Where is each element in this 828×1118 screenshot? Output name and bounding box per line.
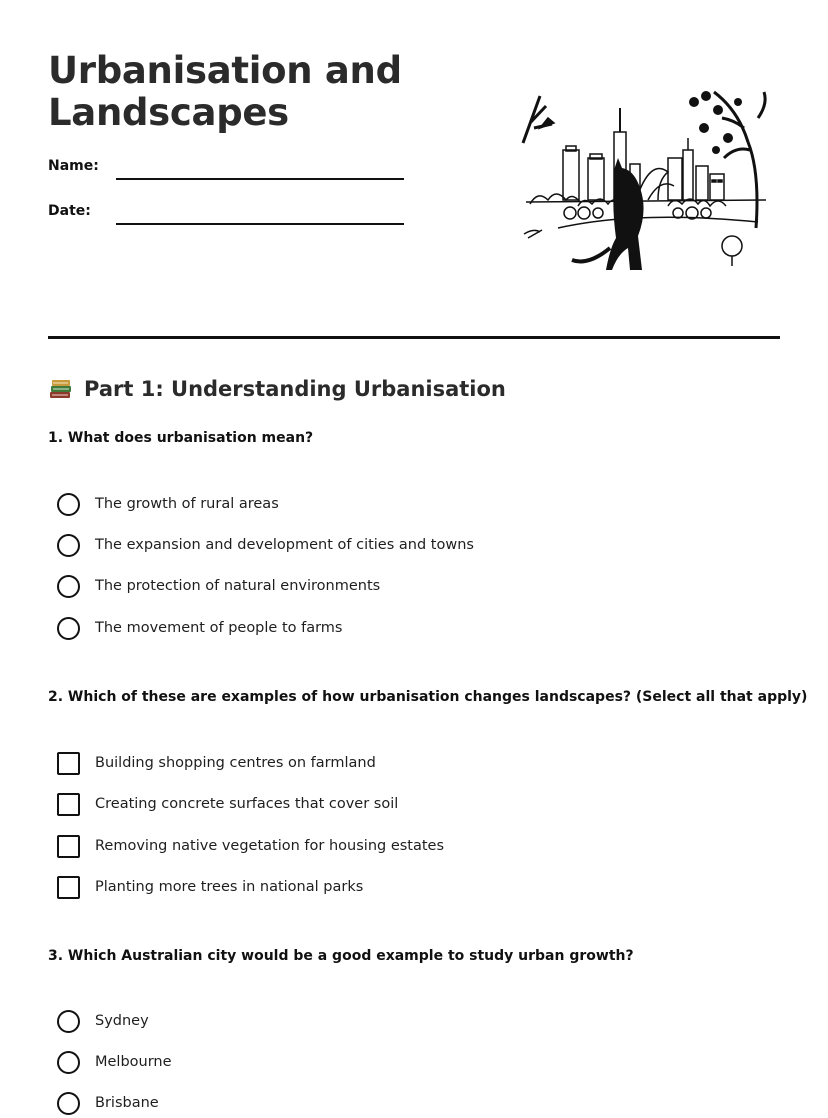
option-label: Melbourne (95, 1054, 172, 1070)
date-field[interactable] (48, 203, 408, 227)
question-2: 2. Which of these are examples of how urbanisation changes landscapes? (Select all that apply) (48, 689, 808, 705)
option-label: Creating concrete surfaces that cover soil (95, 796, 399, 812)
checkbox[interactable] (57, 835, 80, 858)
checkbox[interactable] (57, 793, 80, 816)
radio-button[interactable] (57, 1010, 80, 1033)
worksheet-title: Urbanisation and Landscapes (48, 49, 402, 134)
q1-option-1[interactable] (57, 491, 279, 517)
q2-option-3[interactable] (57, 833, 444, 859)
option-label: Removing native vegetation for housing estates (95, 838, 445, 854)
q2-option-1[interactable] (57, 750, 376, 776)
checkbox[interactable] (57, 752, 80, 775)
q3-option-2[interactable] (57, 1049, 172, 1075)
question-1: 1. What does urbanisation mean? (48, 430, 314, 446)
radio-button[interactable] (57, 617, 80, 640)
q1-option-2[interactable] (57, 532, 474, 558)
option-label: The protection of natural environments (95, 578, 381, 594)
radio-button[interactable] (57, 493, 80, 516)
option-label: Brisbane (95, 1095, 159, 1111)
section-divider (48, 336, 780, 339)
date-label: Date: (48, 203, 91, 219)
name-field[interactable] (48, 158, 408, 182)
date-line[interactable] (116, 223, 404, 225)
option-label: The growth of rural areas (95, 496, 279, 512)
radio-button[interactable] (57, 534, 80, 557)
q2-option-4[interactable] (57, 874, 363, 900)
books-icon (48, 376, 74, 402)
name-line[interactable] (116, 178, 404, 180)
radio-button[interactable] (57, 1092, 80, 1115)
city-kangaroo-illustration (518, 88, 774, 278)
question-3: 3. Which Australian city would be a good example to study urban growth? (48, 948, 634, 964)
q3-option-3[interactable] (57, 1090, 159, 1116)
option-label: Sydney (95, 1013, 149, 1029)
q3-option-1[interactable] (57, 1008, 149, 1034)
option-label: The expansion and development of cities and towns (95, 537, 474, 553)
part1-heading-text: Part 1: Understanding Urbanisation (84, 377, 506, 401)
radio-button[interactable] (57, 1051, 80, 1074)
q1-option-3[interactable] (57, 573, 380, 599)
name-label: Name: (48, 158, 99, 174)
option-label: Building shopping centres on farmland (95, 755, 376, 771)
checkbox[interactable] (57, 876, 80, 899)
part1-heading (48, 374, 506, 404)
option-label: The movement of people to farms (95, 620, 343, 636)
q2-option-2[interactable] (57, 791, 398, 817)
q1-option-4[interactable] (57, 615, 343, 641)
radio-button[interactable] (57, 575, 80, 598)
option-label: Planting more trees in national parks (95, 879, 364, 895)
